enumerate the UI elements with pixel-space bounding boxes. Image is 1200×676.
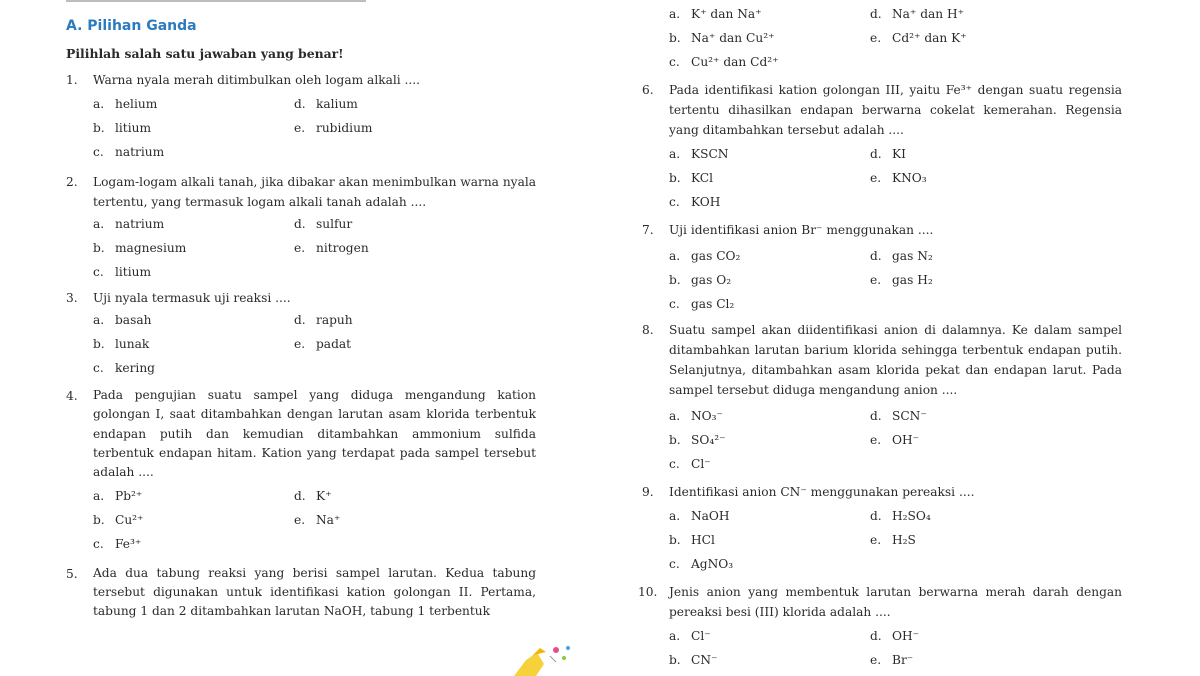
question-number: 10. xyxy=(638,585,658,599)
question-stem: Jenis anion yang membentuk larutan berwarna merah darah dengan pereaksi besi (III) klorida adalah .... xyxy=(669,585,1122,619)
question-7 xyxy=(642,220,1122,311)
option[interactable]: e. rubidium xyxy=(294,121,373,135)
option[interactable]: c. AgNO₃ xyxy=(669,557,734,571)
option[interactable]: e. Br⁻ xyxy=(870,653,914,667)
option[interactable]: b. CN⁻ xyxy=(669,653,718,667)
option[interactable]: a. gas CO₂ xyxy=(669,249,741,263)
question-10 xyxy=(638,582,1122,667)
option[interactable]: d. sulfur xyxy=(294,217,353,231)
option[interactable]: b. Cu²⁺ xyxy=(93,513,144,527)
question-stem: Warna nyala merah ditimbulkan oleh logam alkali .... xyxy=(93,73,421,87)
question-4 xyxy=(66,386,536,551)
option[interactable]: c. gas Cl₂ xyxy=(669,297,735,311)
question-number: 1. xyxy=(66,73,78,87)
question-5 xyxy=(66,564,536,621)
option[interactable]: d. K⁺ xyxy=(294,489,332,503)
option[interactable]: c. litium xyxy=(93,265,151,279)
option[interactable]: c. Cl⁻ xyxy=(669,457,711,471)
option[interactable]: e. Cd²⁺ dan K⁺ xyxy=(870,31,967,45)
option[interactable]: e. nitrogen xyxy=(294,241,369,255)
option[interactable]: e. gas H₂ xyxy=(870,273,933,287)
cut-text-top-left xyxy=(66,0,366,2)
option[interactable]: d. Na⁺ dan H⁺ xyxy=(870,7,965,21)
option[interactable]: e. H₂S xyxy=(870,533,916,547)
question-3 xyxy=(66,288,536,375)
option[interactable]: e. OH⁻ xyxy=(870,433,920,447)
option[interactable]: c. Cu²⁺ dan Cd²⁺ xyxy=(669,55,779,69)
question-9 xyxy=(642,482,1122,571)
question-stem: Logam-logam alkali tanah, jika dibakar akan menimbulkan warna nyala tertentu, yang termasuk logam alkali tanah adalah .... xyxy=(93,175,536,209)
option[interactable]: b. KCl xyxy=(669,171,714,185)
question-stem: Uji nyala termasuk uji reaksi .... xyxy=(93,291,291,305)
option[interactable]: d. rapuh xyxy=(294,313,353,327)
option[interactable]: a. KSCN xyxy=(669,147,729,161)
option[interactable]: e. KNO₃ xyxy=(870,171,927,185)
section-title: A. Pilihan Ganda xyxy=(66,18,197,34)
question-number: 3. xyxy=(66,291,78,305)
option[interactable]: b. HCl xyxy=(669,533,715,547)
question-number: 4. xyxy=(66,389,78,403)
option[interactable]: a. NaOH xyxy=(669,509,730,523)
option[interactable]: b. Na⁺ dan Cu²⁺ xyxy=(669,31,775,45)
option[interactable]: d. kalium xyxy=(294,97,358,111)
question-stem: Identifikasi anion CN⁻ menggunakan pereaksi .... xyxy=(669,485,975,499)
option[interactable]: d. gas N₂ xyxy=(870,249,933,263)
option[interactable]: b. SO₄²⁻ xyxy=(669,433,726,447)
question-2 xyxy=(66,172,536,279)
option[interactable]: c. natrium xyxy=(93,145,165,159)
option[interactable]: b. magnesium xyxy=(93,241,187,255)
question-number: 8. xyxy=(642,323,654,337)
question-stem: Pada pengujian suatu sampel yang diduga mengandung kation golongan I, saat ditambahkan dengan larutan asam klorida terbentuk endapan putih dan kemudian ditambahkan ammonium sulfida terbentuk endapan hitam. Kation yang terdapat pada sampel tersebut adalah .... xyxy=(93,388,536,480)
option[interactable]: b. lunak xyxy=(93,337,150,351)
question-number: 2. xyxy=(66,175,78,189)
option[interactable]: e. padat xyxy=(294,337,352,351)
option[interactable]: a. Pb²⁺ xyxy=(93,489,143,503)
option[interactable]: a. helium xyxy=(93,97,158,111)
question-stem: Uji identifikasi anion Br⁻ menggunakan .... xyxy=(669,223,934,237)
option[interactable]: a. NO₃⁻ xyxy=(669,409,723,423)
option[interactable]: c. Fe³⁺ xyxy=(93,537,142,551)
option[interactable]: a. K⁺ dan Na⁺ xyxy=(669,7,762,21)
question-stem: Pada identifikasi kation golongan III, yaitu Fe³⁺ dengan suatu regensia tertentu dihasilkan endapan berwarna cokelat kemerahan. Regensia yang ditambahkan tersebut adalah .... xyxy=(669,83,1122,137)
question-number: 6. xyxy=(642,83,654,97)
option[interactable]: a. basah xyxy=(93,313,152,327)
option[interactable]: a. Cl⁻ xyxy=(669,629,711,643)
flask-illustration-icon xyxy=(506,642,584,676)
question-number: 7. xyxy=(642,223,654,237)
question-stem: Ada dua tabung reaksi yang berisi sampel larutan. Kedua tabung tersebut digunakan untuk identifikasi kation golongan II. Pertama, tabung 1 dan 2 ditambahkan larutan NaOH, tabung 1 terbentuk xyxy=(93,566,536,618)
option[interactable]: c. KOH xyxy=(669,195,721,209)
question-stem: Suatu sampel akan diidentifikasi anion di dalamnya. Ke dalam sampel ditambahkan larutan barium klorida sehingga terbentuk endapan putih. Selanjutnya, ditambahkan asam klorida pekat dan endapan larut. Pada sampel tersebut diduga mengandung anion .... xyxy=(669,323,1122,397)
question-number: 9. xyxy=(642,485,654,499)
option[interactable]: d. SCN⁻ xyxy=(870,409,927,423)
option[interactable]: c. kering xyxy=(93,361,155,375)
instruction: Pilihlah salah satu jawaban yang benar! xyxy=(66,46,344,61)
option[interactable]: d. H₂SO₄ xyxy=(870,509,931,523)
question-6 xyxy=(642,80,1122,209)
option[interactable]: d. OH⁻ xyxy=(870,629,920,643)
option[interactable]: b. litium xyxy=(93,121,151,135)
question-1 xyxy=(66,70,536,159)
option[interactable]: d. KI xyxy=(870,147,906,161)
option[interactable]: a. natrium xyxy=(93,217,165,231)
question-number: 5. xyxy=(66,567,78,581)
option[interactable]: e. Na⁺ xyxy=(294,513,341,527)
option[interactable]: b. gas O₂ xyxy=(669,273,732,287)
question-8 xyxy=(642,320,1122,471)
